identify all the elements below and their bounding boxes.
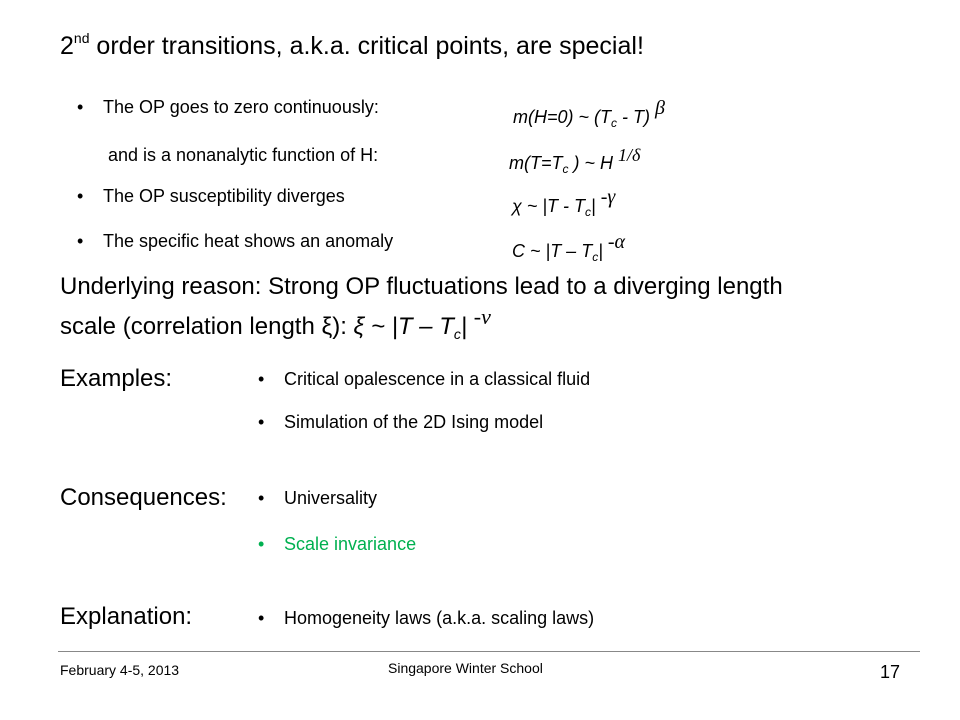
explanation-item (258, 608, 594, 629)
formula-susceptibility (512, 186, 615, 219)
title-superscript: nd (73, 30, 90, 46)
bullet-text: The OP goes to zero continuously: (103, 97, 379, 117)
bullet-marker: • (258, 488, 265, 508)
formula-part: χ ~ |T - T (512, 196, 586, 216)
formula-specific-heat (512, 231, 625, 264)
reason-line-1: Underlying reason: Strong OP fluctuations lead to a diverging length (60, 273, 783, 300)
bullet-nonanalytic (108, 145, 378, 166)
formula-correlation-length (353, 304, 491, 342)
formula-subscript: c (453, 326, 461, 342)
formula-subscript: c (585, 205, 592, 219)
formula-part: | (460, 313, 474, 340)
consequence-item-highlighted (258, 534, 416, 555)
formula-exponent: β (655, 97, 665, 119)
title-prefix: 2 (60, 32, 74, 60)
slide-title (60, 30, 644, 61)
bullet-marker: • (77, 186, 84, 206)
explanation-label: Explanation: (60, 603, 193, 630)
bullet-marker: • (258, 608, 265, 628)
bullet-marker: • (77, 97, 84, 117)
bullet-text: The specific heat shows an anomaly (103, 231, 394, 251)
formula-part: C ~ |T – T (512, 241, 593, 261)
bullet-marker: • (258, 534, 265, 554)
formula-part: - T) (617, 107, 656, 127)
bullet-op-continuous (77, 97, 379, 118)
example-item (258, 369, 590, 390)
formula-part: ξ ~ |T – T (353, 313, 454, 340)
bullet-text: The OP susceptibility diverges (103, 186, 345, 206)
footer-date: February 4-5, 2013 (60, 662, 180, 678)
formula-part: ) ~ H (568, 153, 619, 173)
reason-text: scale (correlation length ξ): (60, 313, 354, 340)
bullet-specific-heat (77, 231, 393, 252)
formula-subscript: c (611, 116, 618, 130)
bullet-susceptibility (77, 186, 345, 207)
formula-exponent: -ν (473, 304, 491, 329)
reason-line-2 (60, 302, 491, 349)
formula-exponent: -γ (600, 186, 616, 208)
formula-exponent: 1/δ (618, 145, 641, 165)
bullet-marker: • (258, 369, 265, 389)
item-text: Critical opalescence in a classical fluid (284, 369, 591, 389)
formula-part: | (598, 241, 608, 261)
consequence-item (258, 488, 377, 509)
formula-subscript: c (562, 162, 569, 176)
examples-label: Examples: (60, 365, 173, 392)
title-text: order transitions, a.k.a. critical points, are special! (89, 32, 644, 60)
footer-divider (58, 651, 920, 652)
item-text: Simulation of the 2D Ising model (284, 412, 544, 432)
page-number: 17 (880, 662, 901, 682)
formula-part: m(H=0) ~ (T (513, 107, 612, 127)
bullet-marker: • (258, 412, 265, 432)
bullet-text: and is a nonanalytic function of H: (108, 145, 379, 165)
formula-exponent: -α (607, 231, 626, 253)
example-item (258, 412, 543, 433)
item-text: Universality (284, 488, 378, 508)
formula-magnetization-t (513, 97, 665, 130)
bullet-marker: • (77, 231, 84, 251)
item-text: Scale invariance (284, 534, 417, 554)
footer-event: Singapore Winter School (388, 660, 543, 676)
consequences-label: Consequences: (60, 484, 227, 511)
item-text: Homogeneity laws (a.k.a. scaling laws) (284, 608, 595, 628)
formula-part: m(T=T (509, 153, 563, 173)
formula-part: | (591, 196, 601, 216)
formula-magnetization-h (509, 145, 640, 176)
formula-subscript: c (592, 250, 599, 264)
